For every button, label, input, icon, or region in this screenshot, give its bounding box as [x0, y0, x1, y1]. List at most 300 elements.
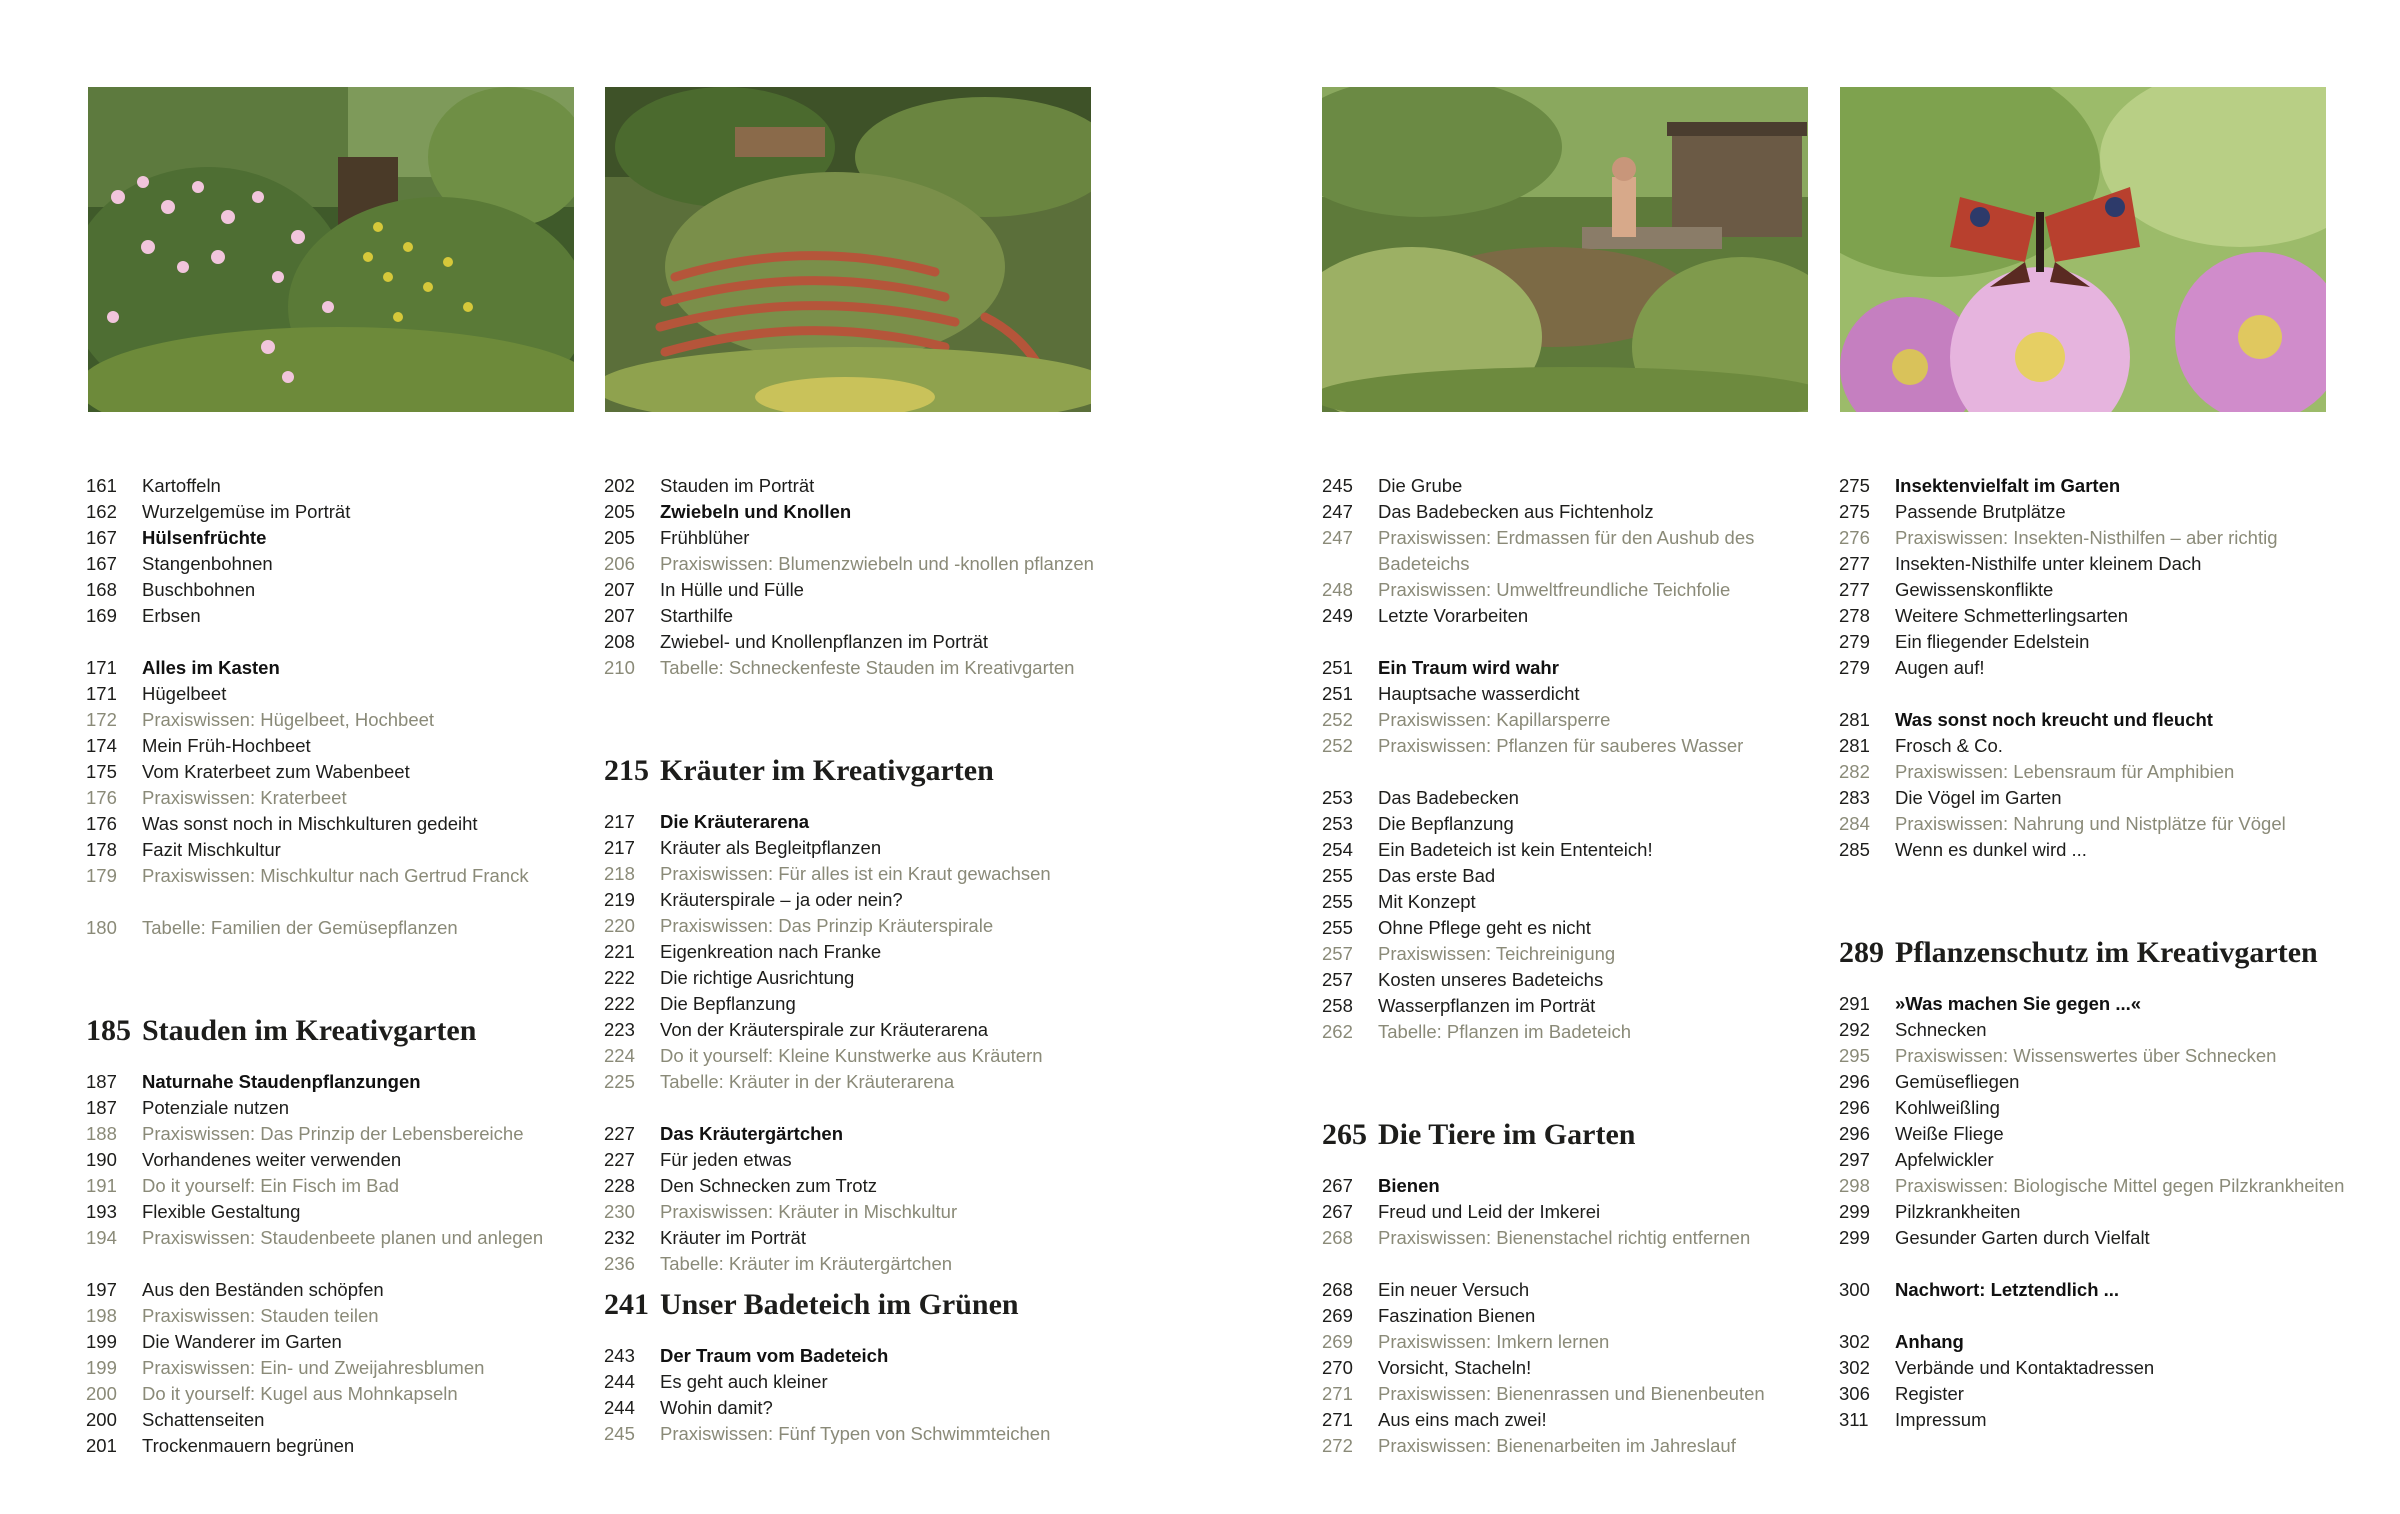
entry-title: Praxiswissen: Kräuter in Mischkultur: [660, 1201, 958, 1222]
toc-entry[interactable]: [1322, 941, 1842, 967]
chapter-heading[interactable]: [1839, 933, 2359, 991]
entry-title: Aus den Beständen schöpfen: [142, 1279, 384, 1300]
toc-entry[interactable]: [1839, 759, 2359, 785]
page-number: 283: [1839, 787, 1870, 808]
page-number: 278: [1839, 605, 1870, 626]
toc-entry[interactable]: [604, 913, 1124, 939]
page-number: 191: [86, 1175, 117, 1196]
toc-entry[interactable]: [86, 655, 606, 681]
entry-title: Nachwort: Letztendlich ...: [1895, 1279, 2120, 1300]
toc-entry[interactable]: [1839, 499, 2359, 525]
page-number: 265: [1322, 1118, 1367, 1151]
toc-entry[interactable]: [604, 629, 1124, 655]
page-number: 176: [86, 787, 117, 808]
toc-entry[interactable]: [86, 1173, 606, 1199]
entry-title: Apfelwickler: [1895, 1149, 1994, 1170]
toc-entry[interactable]: [1839, 1173, 2359, 1199]
toc-entry[interactable]: [1839, 1407, 2359, 1433]
toc-entry[interactable]: [86, 1355, 606, 1381]
entry-title: Das Badebecken aus Fichtenholz: [1378, 501, 1654, 522]
entry-title: Praxiswissen: Lebensraum für Amphibien: [1895, 761, 2235, 782]
entry-title: Eigenkreation nach Franke: [660, 941, 882, 962]
page-number: 257: [1322, 943, 1353, 964]
toc-entry[interactable]: [1839, 603, 2359, 629]
toc-entry[interactable]: [86, 499, 606, 525]
toc-entry[interactable]: [604, 965, 1124, 991]
entry-title: Hügelbeet: [142, 683, 227, 704]
toc-entry[interactable]: [1322, 967, 1842, 993]
entry-title: Potenziale nutzen: [142, 1097, 290, 1118]
toc-entry[interactable]: [1322, 993, 1842, 1019]
page-number: 221: [604, 941, 635, 962]
toc-entry[interactable]: [604, 1369, 1124, 1395]
toc-entry[interactable]: [1839, 1225, 2359, 1251]
entry-title: Augen auf!: [1895, 657, 1985, 678]
toc-entry[interactable]: [86, 1381, 606, 1407]
page-number: 244: [604, 1371, 635, 1392]
entry-title: Kräuter als Begleitpflanzen: [660, 837, 882, 858]
page-number: 247: [1322, 501, 1353, 522]
garden-bed-flowers-photo: [88, 87, 574, 412]
toc-entry[interactable]: [86, 681, 606, 707]
page-number: 201: [86, 1435, 117, 1456]
entry-title: Hülsenfrüchte: [142, 527, 267, 548]
page-number: 199: [86, 1357, 117, 1378]
entry-title: Ein Badeteich ist kein Ententeich!: [1378, 839, 1653, 860]
page-number: 252: [1322, 709, 1353, 730]
entry-title: Das Badebecken: [1378, 787, 1519, 808]
entry-title: Frühblüher: [660, 527, 750, 548]
toc-entry[interactable]: [1322, 863, 1842, 889]
entry-title: Flexible Gestaltung: [142, 1201, 301, 1222]
toc-entry[interactable]: [1322, 525, 1842, 577]
chapter-heading[interactable]: [604, 1285, 1124, 1343]
toc-entry[interactable]: [1839, 473, 2359, 499]
page-number: 258: [1322, 995, 1353, 1016]
entry-title: Die richtige Ausrichtung: [660, 967, 855, 988]
entry-title: Schnecken: [1895, 1019, 1987, 1040]
entry-title: Weitere Schmetterlingsarten: [1895, 605, 2129, 626]
page-number: 168: [86, 579, 117, 600]
page-number: 245: [1322, 475, 1353, 496]
toc-entry[interactable]: [1839, 1199, 2359, 1225]
entry-title: Von der Kräuterspirale zur Kräuterarena: [660, 1019, 989, 1040]
page-number: 292: [1839, 1019, 1870, 1040]
page-number: 245: [604, 1423, 635, 1444]
toc-entry[interactable]: [1322, 733, 1842, 785]
toc-entry[interactable]: [1322, 681, 1842, 707]
entry-title: Praxiswissen: Das Prinzip Kräuterspirale: [660, 915, 994, 936]
page-number: 222: [604, 967, 635, 988]
entry-title: Praxiswissen: Fünf Typen von Schwimmteichen: [660, 1423, 1051, 1444]
toc-entry[interactable]: [1322, 655, 1842, 681]
page-number: 296: [1839, 1071, 1870, 1092]
entry-title: Kosten unseres Badeteichs: [1378, 969, 1604, 990]
toc-entry[interactable]: [86, 1433, 606, 1459]
entry-title: Die Bepflanzung: [660, 993, 796, 1014]
toc-entry[interactable]: [1839, 1277, 2359, 1303]
toc-entry[interactable]: [1839, 991, 2359, 1017]
toc-entry[interactable]: [604, 861, 1124, 887]
toc-entry[interactable]: [1322, 811, 1842, 837]
entry-title: Wasserpflanzen im Porträt: [1378, 995, 1596, 1016]
toc-entry[interactable]: [86, 525, 606, 551]
toc-entry[interactable]: [1322, 1225, 1842, 1277]
page-number: 277: [1839, 579, 1870, 600]
toc-column-1: [86, 473, 606, 1459]
toc-entry[interactable]: [604, 1017, 1124, 1043]
page-number: 291: [1839, 993, 1870, 1014]
toc-entry[interactable]: [86, 551, 606, 577]
entry-title: Anhang: [1895, 1331, 1964, 1352]
toc-entry[interactable]: [604, 577, 1124, 603]
page-number: 162: [86, 501, 117, 522]
toc-entry[interactable]: [86, 473, 606, 499]
toc-entry[interactable]: [604, 551, 1124, 577]
page-number: 222: [604, 993, 635, 1014]
page-number: 249: [1322, 605, 1353, 626]
chapter-heading[interactable]: [86, 1011, 606, 1069]
toc-entry[interactable]: [1839, 577, 2359, 603]
toc-entry[interactable]: [86, 1147, 606, 1173]
page-number: 161: [86, 475, 117, 496]
chapter-heading[interactable]: [1322, 1115, 1842, 1173]
page-number: 272: [1322, 1435, 1353, 1456]
entry-title: Die Grube: [1378, 475, 1463, 496]
toc-entry[interactable]: [86, 577, 606, 603]
page-number: 281: [1839, 709, 1870, 730]
page-number: 217: [604, 837, 635, 858]
toc-entry[interactable]: [1322, 499, 1842, 525]
toc-entry[interactable]: [86, 837, 606, 863]
entry-title: Fazit Mischkultur: [142, 839, 281, 860]
toc-entry[interactable]: [604, 473, 1124, 499]
toc-entry[interactable]: [1322, 837, 1842, 863]
toc-entry[interactable]: [86, 863, 606, 915]
entry-title: Praxiswissen: Nahrung und Nistplätze für Vögel: [1895, 813, 2286, 834]
page-number: 171: [86, 657, 117, 678]
toc-entry[interactable]: [604, 603, 1124, 629]
toc-entry[interactable]: [1322, 1407, 1842, 1433]
toc-entry[interactable]: [1322, 1381, 1842, 1407]
toc-entry[interactable]: [604, 991, 1124, 1017]
page-number: 225: [604, 1071, 635, 1092]
page-number: 185: [86, 1014, 131, 1047]
entry-title: Praxiswissen: Bienenstachel richtig entfernen: [1378, 1227, 1751, 1248]
entry-title: Kräuter im Porträt: [660, 1227, 806, 1248]
page-number: 167: [86, 553, 117, 574]
toc-entry[interactable]: [1839, 1381, 2359, 1407]
chapter-heading[interactable]: [604, 751, 1124, 809]
toc-entry[interactable]: [86, 1199, 606, 1225]
page-number: 295: [1839, 1045, 1870, 1066]
toc-entry[interactable]: [86, 1121, 606, 1147]
toc-entry[interactable]: [86, 915, 606, 941]
page-number: 267: [1322, 1201, 1353, 1222]
entry-title: Letzte Vorarbeiten: [1378, 605, 1529, 626]
page-number: 271: [1322, 1383, 1353, 1404]
toc-entry[interactable]: [1839, 1069, 2359, 1095]
page-number: 210: [604, 657, 635, 678]
page-number: 243: [604, 1345, 635, 1366]
page-number: 279: [1839, 631, 1870, 652]
entry-title: Der Traum vom Badeteich: [660, 1345, 889, 1366]
entry-title: Praxiswissen: Mischkultur nach Gertrud Franck: [142, 865, 529, 886]
entry-title: Die Vögel im Garten: [1895, 787, 2062, 808]
toc-entry[interactable]: [86, 1225, 606, 1277]
page-number: 198: [86, 1305, 117, 1326]
entry-title: Tabelle: Kräuter in der Kräuterarena: [660, 1071, 955, 1092]
page-number: 247: [1322, 527, 1353, 548]
page-number: 275: [1839, 501, 1870, 522]
spacer: [1839, 1303, 2359, 1329]
toc-entry[interactable]: [604, 1121, 1124, 1147]
toc-entry[interactable]: [1322, 1019, 1842, 1045]
page-number: 169: [86, 605, 117, 626]
toc-entry[interactable]: [604, 1225, 1124, 1251]
toc-entry[interactable]: [1839, 1121, 2359, 1147]
entry-title: Mit Konzept: [1378, 891, 1476, 912]
toc-column-4: [1839, 473, 2359, 1433]
toc-entry[interactable]: [1322, 603, 1842, 629]
toc-entry[interactable]: [604, 499, 1124, 525]
toc-entry[interactable]: [86, 1303, 606, 1329]
page-number: 207: [604, 605, 635, 626]
page-number: 253: [1322, 787, 1353, 808]
toc-entry[interactable]: [604, 1199, 1124, 1225]
entry-title: Tabelle: Schneckenfeste Stauden im Kreativgarten: [660, 657, 1075, 678]
chapter-title: Kräuter im Kreativgarten: [660, 754, 994, 787]
page-number: 180: [86, 917, 117, 938]
entry-title: Do it yourself: Kugel aus Mohnkapseln: [142, 1383, 458, 1404]
toc-entry[interactable]: [1839, 707, 2359, 733]
toc-entry[interactable]: [1322, 1173, 1842, 1199]
page-number: 302: [1839, 1331, 1870, 1352]
toc-entry[interactable]: [1322, 1303, 1842, 1329]
entry-title: Wohin damit?: [660, 1397, 773, 1418]
toc-entry[interactable]: [604, 1173, 1124, 1199]
entry-title: Praxiswissen: Bienenrassen und Bienenbeuten: [1378, 1383, 1765, 1404]
toc-entry[interactable]: [604, 1343, 1124, 1369]
toc-entry[interactable]: [86, 1407, 606, 1433]
toc-column-3: [1322, 473, 1842, 1459]
toc-entry[interactable]: [604, 1251, 1124, 1277]
toc-entry[interactable]: [1322, 1355, 1842, 1381]
page-number: 268: [1322, 1279, 1353, 1300]
chapter-title: Pflanzenschutz im Kreativgarten: [1895, 936, 2318, 969]
entry-title: Gesunder Garten durch Vielfalt: [1895, 1227, 2150, 1248]
page-number: 254: [1322, 839, 1353, 860]
page-number: 206: [604, 553, 635, 574]
page-number: 251: [1322, 683, 1353, 704]
entry-title: Ein fliegender Edelstein: [1895, 631, 2090, 652]
page-number: 228: [604, 1175, 635, 1196]
entry-title: Was sonst noch in Mischkulturen gedeiht: [142, 813, 478, 834]
toc-entry[interactable]: [86, 603, 606, 629]
toc-entry[interactable]: [604, 1395, 1124, 1421]
entry-title: Starthilfe: [660, 605, 734, 626]
page-number: 197: [86, 1279, 117, 1300]
toc-entry[interactable]: [1839, 837, 2359, 863]
page-number: 176: [86, 813, 117, 834]
toc-entry[interactable]: [604, 809, 1124, 835]
page-number: 267: [1322, 1175, 1353, 1196]
entry-title: Tabelle: Pflanzen im Badeteich: [1378, 1021, 1631, 1042]
toc-entry[interactable]: [1322, 577, 1842, 603]
page-number: 306: [1839, 1383, 1870, 1404]
entry-title: Praxiswissen: Biologische Mittel gegen Pilzkrankheiten: [1895, 1175, 2345, 1196]
toc-entry[interactable]: [1839, 655, 2359, 681]
toc-entry[interactable]: [604, 1069, 1124, 1095]
page-number: 255: [1322, 865, 1353, 886]
entry-title: Mein Früh-Hochbeet: [142, 735, 311, 756]
entry-title: Ohne Pflege geht es nicht: [1378, 917, 1591, 938]
entry-title: Die Bepflanzung: [1378, 813, 1514, 834]
entry-title: Gewissenskonflikte: [1895, 579, 2054, 600]
toc-entry[interactable]: [1322, 785, 1842, 811]
toc-entry[interactable]: [86, 1069, 606, 1095]
entry-title: Alles im Kasten: [142, 657, 280, 678]
toc-entry[interactable]: [1839, 1043, 2359, 1069]
spacer: [1839, 863, 2359, 925]
entry-title: Es geht auch kleiner: [660, 1371, 828, 1392]
toc-entry[interactable]: [86, 1329, 606, 1355]
entry-title: Kohlweißling: [1895, 1097, 2000, 1118]
toc-entry[interactable]: [86, 1277, 606, 1303]
entry-title: Vorsicht, Stacheln!: [1378, 1357, 1532, 1378]
entry-title: Stangenbohnen: [142, 553, 273, 574]
entry-title: Bienen: [1378, 1175, 1440, 1196]
toc-entry[interactable]: [1322, 889, 1842, 915]
toc-entry[interactable]: [1839, 1355, 2359, 1381]
entry-title: Vom Kraterbeet zum Wabenbeet: [142, 761, 410, 782]
peacock-butterfly-aster-photo: [1840, 87, 2326, 412]
toc-entry[interactable]: [1839, 525, 2359, 551]
toc-entry[interactable]: [1322, 1329, 1842, 1355]
entry-title: Insekten-Nisthilfe unter kleinem Dach: [1895, 553, 2202, 574]
page-number: 171: [86, 683, 117, 704]
entry-title: Wurzelgemüse im Porträt: [142, 501, 351, 522]
page-number: 218: [604, 863, 635, 884]
toc-entry[interactable]: [1839, 811, 2359, 837]
page-number: 257: [1322, 969, 1353, 990]
entry-title: Stauden im Porträt: [660, 475, 815, 496]
entry-title: Trockenmauern begrünen: [142, 1435, 355, 1456]
entry-title: Praxiswissen: Für alles ist ein Kraut gewachsen: [660, 863, 1051, 884]
toc-entry[interactable]: [604, 887, 1124, 913]
entry-title: Naturnahe Staudenpflanzungen: [142, 1071, 421, 1092]
spacer: [86, 629, 606, 655]
herb-spiral-photo: [605, 87, 1091, 412]
page-number: 202: [604, 475, 635, 496]
spacer: [1322, 1045, 1842, 1107]
entry-title: Tabelle: Familien der Gemüsepflanzen: [142, 917, 458, 938]
page-number: 230: [604, 1201, 635, 1222]
entry-title: Das erste Bad: [1378, 865, 1496, 886]
toc-entry[interactable]: [1839, 1329, 2359, 1355]
toc-entry[interactable]: [604, 655, 1124, 681]
toc-entry[interactable]: [1322, 473, 1842, 499]
page-number: 200: [86, 1409, 117, 1430]
page-number: 289: [1839, 936, 1884, 969]
page-number: 298: [1839, 1175, 1870, 1196]
entry-title: Praxiswissen: Kraterbeet: [142, 787, 347, 808]
toc-entry[interactable]: [1322, 1433, 1842, 1459]
page-number: 282: [1839, 761, 1870, 782]
swimming-pond-photo: [1322, 87, 1808, 412]
entry-title: Praxiswissen: Hügelbeet, Hochbeet: [142, 709, 435, 730]
toc-entry[interactable]: [1322, 1199, 1842, 1225]
entry-title: Das Kräutergärtchen: [660, 1123, 844, 1144]
toc-entry[interactable]: [604, 1421, 1124, 1447]
entry-title: Register: [1895, 1383, 1964, 1404]
toc-entry[interactable]: [604, 939, 1124, 965]
toc-entry[interactable]: [1839, 1095, 2359, 1121]
toc-entry[interactable]: [604, 1147, 1124, 1173]
toc-entry[interactable]: [1839, 785, 2359, 811]
toc-entry[interactable]: [86, 707, 606, 733]
page-number: 271: [1322, 1409, 1353, 1430]
page-number: 281: [1839, 735, 1870, 756]
page-number: 190: [86, 1149, 117, 1170]
toc-entry[interactable]: [86, 759, 606, 785]
chapter-title: Unser Badeteich im Grünen: [660, 1288, 1019, 1321]
toc-entry[interactable]: [1322, 707, 1842, 733]
toc-entry[interactable]: [1322, 915, 1842, 941]
entry-title: Zwiebeln und Knollen: [660, 501, 852, 522]
entry-title: Die Kräuterarena: [660, 811, 810, 832]
entry-title: Faszination Bienen: [1378, 1305, 1536, 1326]
toc-entry[interactable]: [86, 785, 606, 811]
entry-title: Praxiswissen: Erdmassen für den Aushub des Badeteichs: [1378, 527, 1755, 574]
entry-title: Praxiswissen: Bienenarbeiten im Jahreslauf: [1378, 1435, 1736, 1456]
toc-entry[interactable]: [86, 733, 606, 759]
page-number: 262: [1322, 1021, 1353, 1042]
page-number: 232: [604, 1227, 635, 1248]
page-number: 270: [1322, 1357, 1353, 1378]
entry-title: Insektenvielfalt im Garten: [1895, 475, 2121, 496]
toc-entry[interactable]: [1839, 1017, 2359, 1043]
toc-entry[interactable]: [1839, 733, 2359, 759]
entry-title: Wenn es dunkel wird ...: [1895, 839, 2087, 860]
toc-entry[interactable]: [86, 811, 606, 837]
entry-title: Weiße Fliege: [1895, 1123, 2004, 1144]
entry-title: Do it yourself: Kleine Kunstwerke aus Kräutern: [660, 1045, 1043, 1066]
page-number: 187: [86, 1071, 117, 1092]
entry-title: Hauptsache wasserdicht: [1378, 683, 1580, 704]
entry-title: Gemüsefliegen: [1895, 1071, 2020, 1092]
toc-entry[interactable]: [604, 835, 1124, 861]
toc-entry[interactable]: [1839, 1147, 2359, 1173]
page-number: 205: [604, 501, 635, 522]
toc-column-2: [604, 473, 1124, 1447]
page-number: 284: [1839, 813, 1870, 834]
toc-entry[interactable]: [1839, 629, 2359, 655]
toc-entry[interactable]: [1839, 551, 2359, 577]
page-number: 299: [1839, 1201, 1870, 1222]
page-number: 296: [1839, 1123, 1870, 1144]
entry-title: Do it yourself: Ein Fisch im Bad: [142, 1175, 400, 1196]
page-number: 174: [86, 735, 117, 756]
page-number: 227: [604, 1123, 635, 1144]
toc-entry[interactable]: [604, 525, 1124, 551]
toc-entry[interactable]: [604, 1043, 1124, 1069]
page-number: 311: [1839, 1409, 1869, 1430]
toc-entry[interactable]: [1322, 1277, 1842, 1303]
toc-entry[interactable]: [86, 1095, 606, 1121]
entry-title: Kartoffeln: [142, 475, 221, 496]
page-number: 279: [1839, 657, 1870, 678]
